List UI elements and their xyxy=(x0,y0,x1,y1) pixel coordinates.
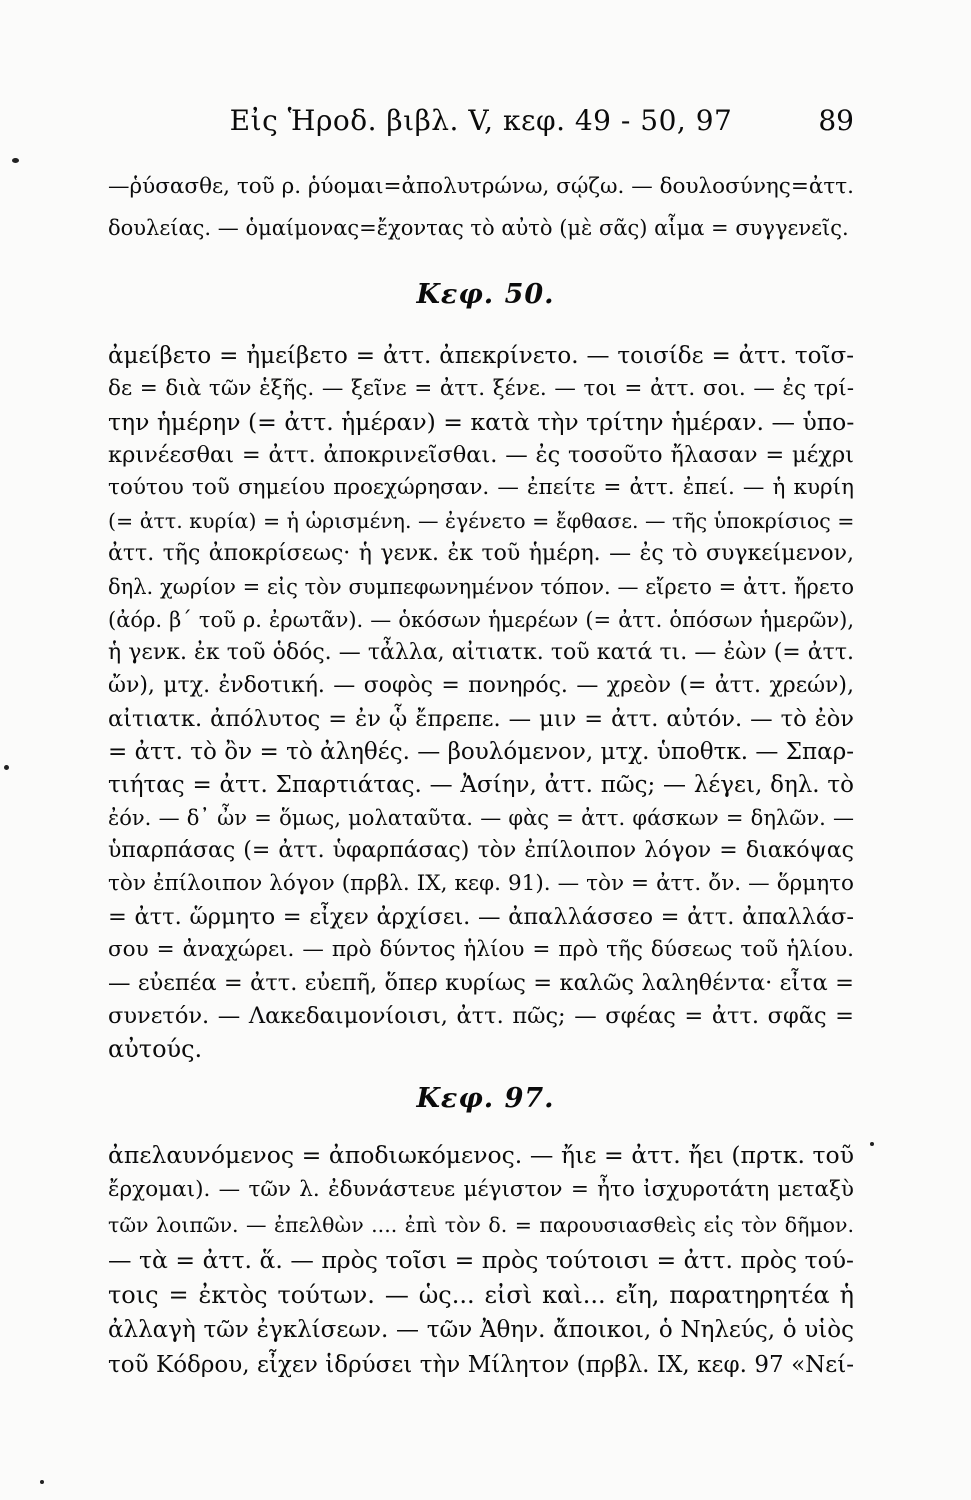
text-line: τοῦ Κόδρου, εἶχεν ἱδρύσει τὴν Μίλητον (πρβλ. IX, κεφ. 97 «Νεί- xyxy=(108,1352,854,1378)
text-line: δουλείας. — ὁμαίμονας=ἔχοντας τὸ αὐτὸ (μὲ σᾶς) αἷμα = συγγενεῖς. xyxy=(108,216,849,240)
text-line: ἔρχομαι). — τῶν λ. ἐδυνάστευε μέγιστον = ἦτο ἰσχυροτάτη μεταξὺ xyxy=(108,1177,854,1202)
text-line: (= ἀττ. κυρία) = ἡ ὡρισμένη. — ἐγένετο = ἔφθασε. — τῆς ὑποκρίσιος = xyxy=(108,509,855,533)
text-line: —ῥύσασθε, τοῦ ρ. ῥύομαι=ἀπολυτρώνω, σῴζω. — δουλοσύνης=ἀττ. xyxy=(108,174,854,199)
text-line: αἰτιατκ. ἀπόλυτος = ἐν ᾧ ἔπρεπε. — μιν = ἀττ. αὐτόν. — τὸ ἐὸν xyxy=(108,706,854,732)
text-line: τῶν λοιπῶν. — ἐπελθὼν .... ἐπὶ τὸν δ. = παρουσιασθεὶς εἰς τὸν δῆμον. xyxy=(108,1213,854,1237)
text-line: τὸν ἐπίλοιπον λόγον (πρβλ. IX, κεφ. 91). — τὸν = ἀττ. ὄν. — ὅρμητο xyxy=(108,871,854,896)
text-line: συνετόν. — Λακεδαιμονίοισι, ἀττ. πῶς; — σφέας = ἀττ. σφᾶς = xyxy=(108,1003,854,1029)
text-line: = ἀττ. τὸ ὂν = τὸ ἀληθές. — βουλόμενον, μτχ. ὑποθτκ. — Σπαρ- xyxy=(108,739,854,765)
running-head xyxy=(108,104,854,144)
text-line: την ἡμέρην (= ἀττ. ἡμέραν) = κατὰ τὴν τρίτην ἡμέραν. — ὑπο- xyxy=(108,408,855,436)
text-line: ἡ γενκ. ἐκ τοῦ ὁδός. — τἆλλα, αἰτιατκ. τοῦ κατά τι. — ἐὼν (= ἀττ. xyxy=(108,640,854,665)
text-line: τιήτας = ἀττ. Σπαρτιάτας. — Ἀσίην, ἀττ. πῶς; — λέγει, δηλ. τὸ xyxy=(108,772,854,798)
speck xyxy=(870,1142,874,1146)
chapter-heading: Κεφ. 50. xyxy=(416,279,555,310)
text-line: ὑπαρπάσας (= ἀττ. ὑφαρπάσας) τὸν ἐπίλοιπον λόγον = διακόψας xyxy=(108,838,854,863)
text-line: ἀμείβετο = ἠμείβετο = ἀττ. ἀπεκρίνετο. — τοισίδε = ἀττ. τοῖσ- xyxy=(108,343,854,369)
text-line: τοις = ἐκτὸς τούτων. — ὡς... εἰσὶ καὶ... εἴη, παρατηρητέα ἡ xyxy=(108,1281,854,1309)
text-line: ἀπελαυνόμενος = ἀποδιωκόμενος. — ἤιε = ἀττ. ἤει (πρτκ. τοῦ xyxy=(108,1141,854,1169)
text-line: δε = διὰ τῶν ἑξῆς. — ξεῖνε = ἀττ. ξένε. — τοι = ἀττ. σοι. — ἐς τρί- xyxy=(108,376,854,401)
running-title: Εἰς Ἡροδ. βιβλ. V, κεφ. 49 - 50, 97 xyxy=(229,104,733,137)
text-line: (ἀόρ. β΄ τοῦ ρ. ἐρωτᾶν). — ὁκόσων ἡμερέων (= ἀττ. ὁπόσων ἡμερῶν), xyxy=(108,608,854,632)
text-line: ἐόν. — δ᾽ ὦν = ὅμως, μολαταῦτα. — φὰς = ἀττ. φάσκων = δηλῶν. — xyxy=(108,806,854,830)
text-line: — εὐεπέα = ἀττ. εὐεπῆ, ὅπερ κυρίως = καλῶς λαληθέντα· εἶτα = xyxy=(108,970,854,996)
text-line: — τὰ = ἀττ. ἅ. — πρὸς τοῖσι = πρὸς τούτοισι = ἀττ. πρὸς τού- xyxy=(108,1246,854,1274)
text-line: ἀττ. τῆς ἀποκρίσεως· ἡ γενκ. ἐκ τοῦ ἡμέρη. — ἐς τὸ συγκείμενον, xyxy=(108,541,854,566)
text-line: = ἀττ. ὥρμητο = εἶχεν ἀρχίσει. — ἀπαλλάσσεο = ἀττ. ἀπαλλάσ- xyxy=(108,904,854,930)
speck xyxy=(12,158,19,163)
speck xyxy=(40,1480,44,1484)
text-line: κρινέεσθαι = ἀττ. ἀποκρινεῖσθαι. — ἐς τοσοῦτο ἤλασαν = μέχρι xyxy=(108,442,854,468)
page-number: 89 xyxy=(818,104,854,137)
text-line: τούτου τοῦ σημείου προεχώρησαν. — ἐπείτε = ἀττ. ἐπεί. — ἡ κυρίη xyxy=(108,475,854,500)
speck xyxy=(4,765,9,770)
text-line: ὤν), μτχ. ἐνδοτική. — σοφὸς = πονηρός. — χρεὸν (= ἀττ. χρεών), xyxy=(108,673,854,698)
text-line: ἀλλαγὴ τῶν ἐγκλίσεων. — τῶν Ἀθην. ἄποικοι, ὁ Νηλεύς, ὁ υἱὸς xyxy=(108,1317,854,1343)
chapter-heading: Κεφ. 97. xyxy=(416,1083,555,1114)
text-line: δηλ. χωρίον = εἰς τὸν συμπεφωνημένον τόπον. — εἴρετο = ἀττ. ἤρετο xyxy=(108,575,854,599)
text-line: σου = ἀναχώρει. — πρὸ δύντος ἡλίου = πρὸ τῆς δύσεως τοῦ ἡλίου. xyxy=(108,937,854,962)
text-line: αὐτούς. xyxy=(108,1035,203,1063)
